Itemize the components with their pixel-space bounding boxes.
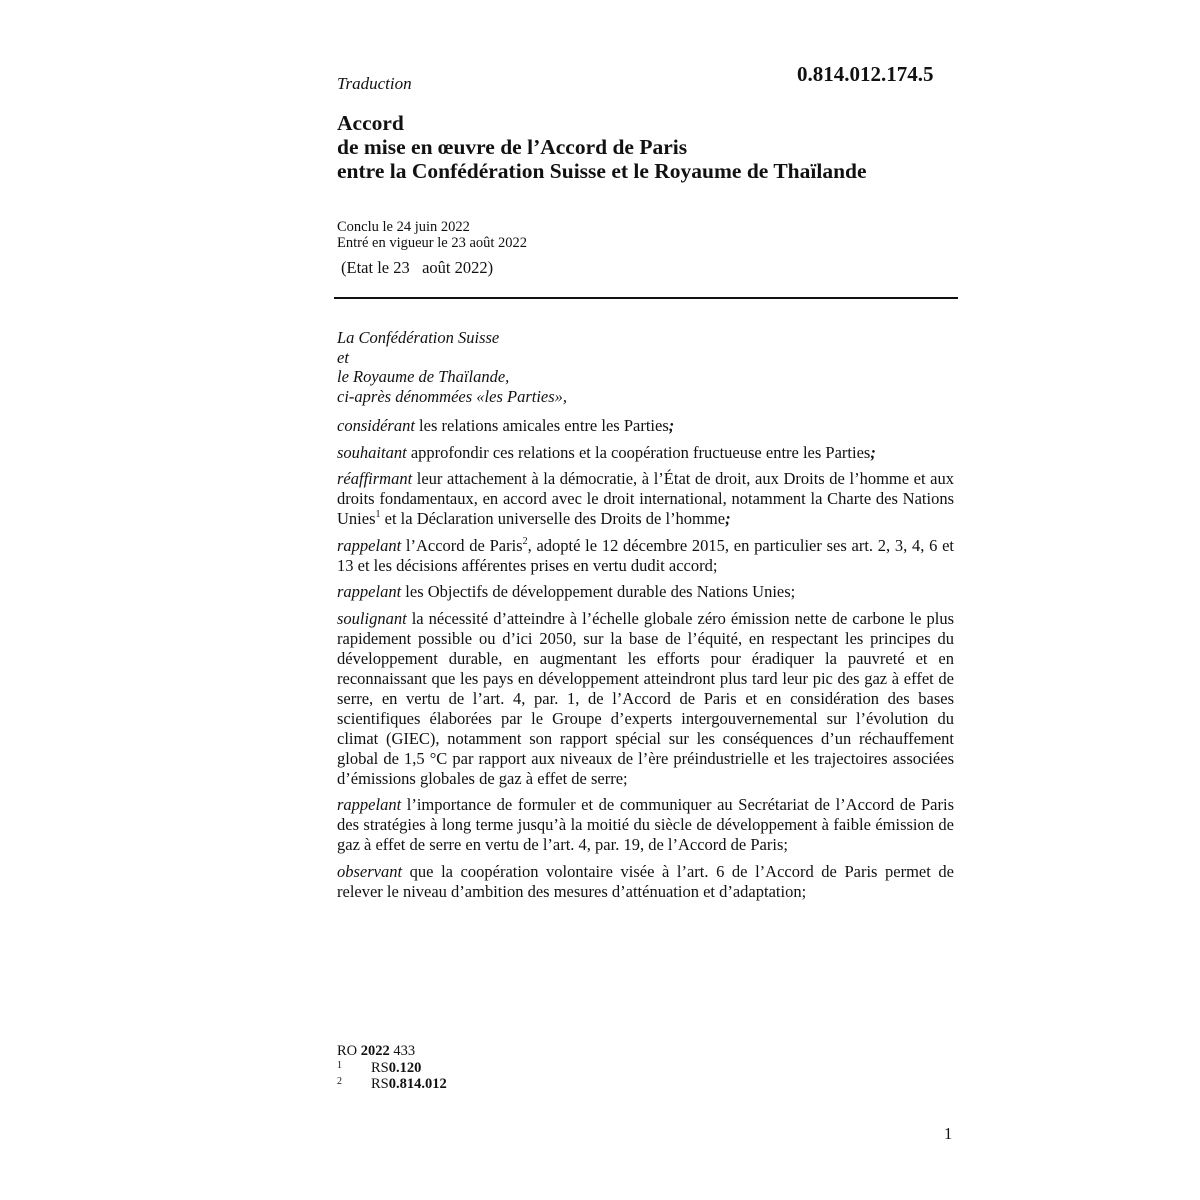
footnote-number: 2 <box>337 1076 342 1087</box>
title-line: Accord <box>337 111 404 135</box>
party-line: le Royaume de Thaïlande, <box>337 367 510 386</box>
footnote-prefix: RS <box>371 1076 389 1092</box>
paragraph-text: que la coopération volontaire visée à l’art. 6 de l’Accord de Paris permet de relever le niveau d’ambition des mesures d’atténuation et d’adaptation; <box>337 861 954 901</box>
footnote-prefix: RS <box>371 1059 389 1076</box>
preamble-paragraph <box>337 795 954 855</box>
footnote-link[interactable]: 0.814.012 <box>388 1076 447 1092</box>
status-date: (Etat le 23 août 2022) <box>341 258 494 277</box>
title-line: entre la Confédération Suisse et le Royaume de Thaïlande <box>337 159 867 183</box>
preamble-paragraph <box>337 443 954 463</box>
paragraph-keyword: souhaitant <box>337 442 407 462</box>
preamble-paragraph <box>337 609 954 789</box>
paragraph-keyword: rappelant <box>337 582 402 601</box>
party-line: ci-après dénommées «les Parties», <box>337 386 568 406</box>
paragraph-keyword: rappelant <box>337 535 402 555</box>
separator-rule <box>334 297 958 299</box>
paragraph-text: et la Déclaration universelle des Droits de l’homme <box>380 509 726 528</box>
footnote-number: 1 <box>337 1059 342 1071</box>
paragraph-end: ; <box>725 509 731 528</box>
paragraph-text: leur attachement à la démocratie, à l’État de droit, aux Droits de l’homme et aux droits fondamentaux, en accord avec le droit international, notamment la Charte des Nations Unies <box>337 469 954 528</box>
concluded-date: Conclu le 24 juin 2022 <box>337 219 470 235</box>
paragraph-keyword: réaffirmant <box>337 469 413 488</box>
preamble-paragraph <box>337 582 954 602</box>
paragraph-keyword: considérant <box>337 416 415 435</box>
paragraph-text: les relations amicales entre les Parties <box>414 416 669 435</box>
footnote <box>337 1076 447 1093</box>
party-line: et <box>337 347 349 367</box>
title-line: de mise en œuvre de l’Accord de Paris <box>337 135 688 159</box>
footnote-ref[interactable]: 1 <box>375 509 381 520</box>
footnote-ref[interactable]: 2 <box>522 535 528 547</box>
paragraph-text: la nécessité d’atteindre à l’échelle globale zéro émission nette de carbone le plus rapidement possible ou d’ici 2050, sur la base de l’équité, en respectant les principes du développement durable, en augmentant les efforts pour éradiquer la pauvreté et en reconnaissant que les pays en développement atteindront plus tard leur pic des gaz à effet de serre, en vertu de l’art. 4, par. 1, de l’Accord de Paris et en considération des bases scientifiques élaborées par le Groupe d’experts intergouvernemental sur l’évolution du climat (GIEC), notamment son rapport spécial sur les conséquences d’un réchauffement global de 1,5 °C par rapport aux niveaux de l’ère préindustrielle et les trajectoires associées d’émissions globales de gaz à effet de serre; <box>337 608 954 788</box>
date-block <box>337 219 527 251</box>
ro-page: 433 <box>389 1043 416 1059</box>
translation-label: Traduction <box>337 74 412 93</box>
paragraph-text: l’Accord de Paris <box>401 535 523 555</box>
preamble-paragraph <box>337 862 954 902</box>
entry-into-force-date: Entré en vigueur le 23 août 2022 <box>337 235 528 251</box>
paragraph-text: l’importance de formuler et de communiquer au Secrétariat de l’Accord de Paris des stratégies à long terme jusqu’à la moitié du siècle de développement à faible émission de gaz à effet de serre en vertu de l’art. 4, par. 19, de l’Accord de Paris; <box>337 795 954 854</box>
paragraph-keyword: rappelant <box>337 795 402 814</box>
paragraph-text: approfondir ces relations et la coopération fructueuse entre les Parties <box>406 442 871 462</box>
party-line: La Confédération Suisse <box>337 328 500 347</box>
paragraph-keyword: observant <box>337 861 403 881</box>
paragraph-keyword: soulignant <box>337 608 407 628</box>
document-number: 0.814.012.174.5 <box>797 62 934 86</box>
paragraph-end: ; <box>870 442 876 462</box>
paragraph-text: les Objectifs de développement durable des Nations Unies; <box>401 582 796 601</box>
footnotes <box>337 1043 447 1093</box>
document-title <box>337 111 867 183</box>
preamble-paragraph <box>337 416 954 436</box>
preamble-paragraph <box>337 469 954 529</box>
paragraph-text: , adopté le 12 décembre 2015, en particulier ses art. 2, 3, 4, 6 et 13 et les décisions afférentes prises en vertu dudit accord; <box>337 535 954 575</box>
footnote-link[interactable]: 0.120 <box>388 1059 422 1076</box>
paragraph-end: ; <box>668 416 675 435</box>
page-number: 1 <box>944 1124 953 1143</box>
preamble <box>337 416 954 908</box>
parties-block <box>337 328 567 406</box>
preamble-paragraph <box>337 536 954 576</box>
ro-prefix: RO <box>337 1043 361 1059</box>
ro-year: 2022 <box>360 1043 390 1059</box>
